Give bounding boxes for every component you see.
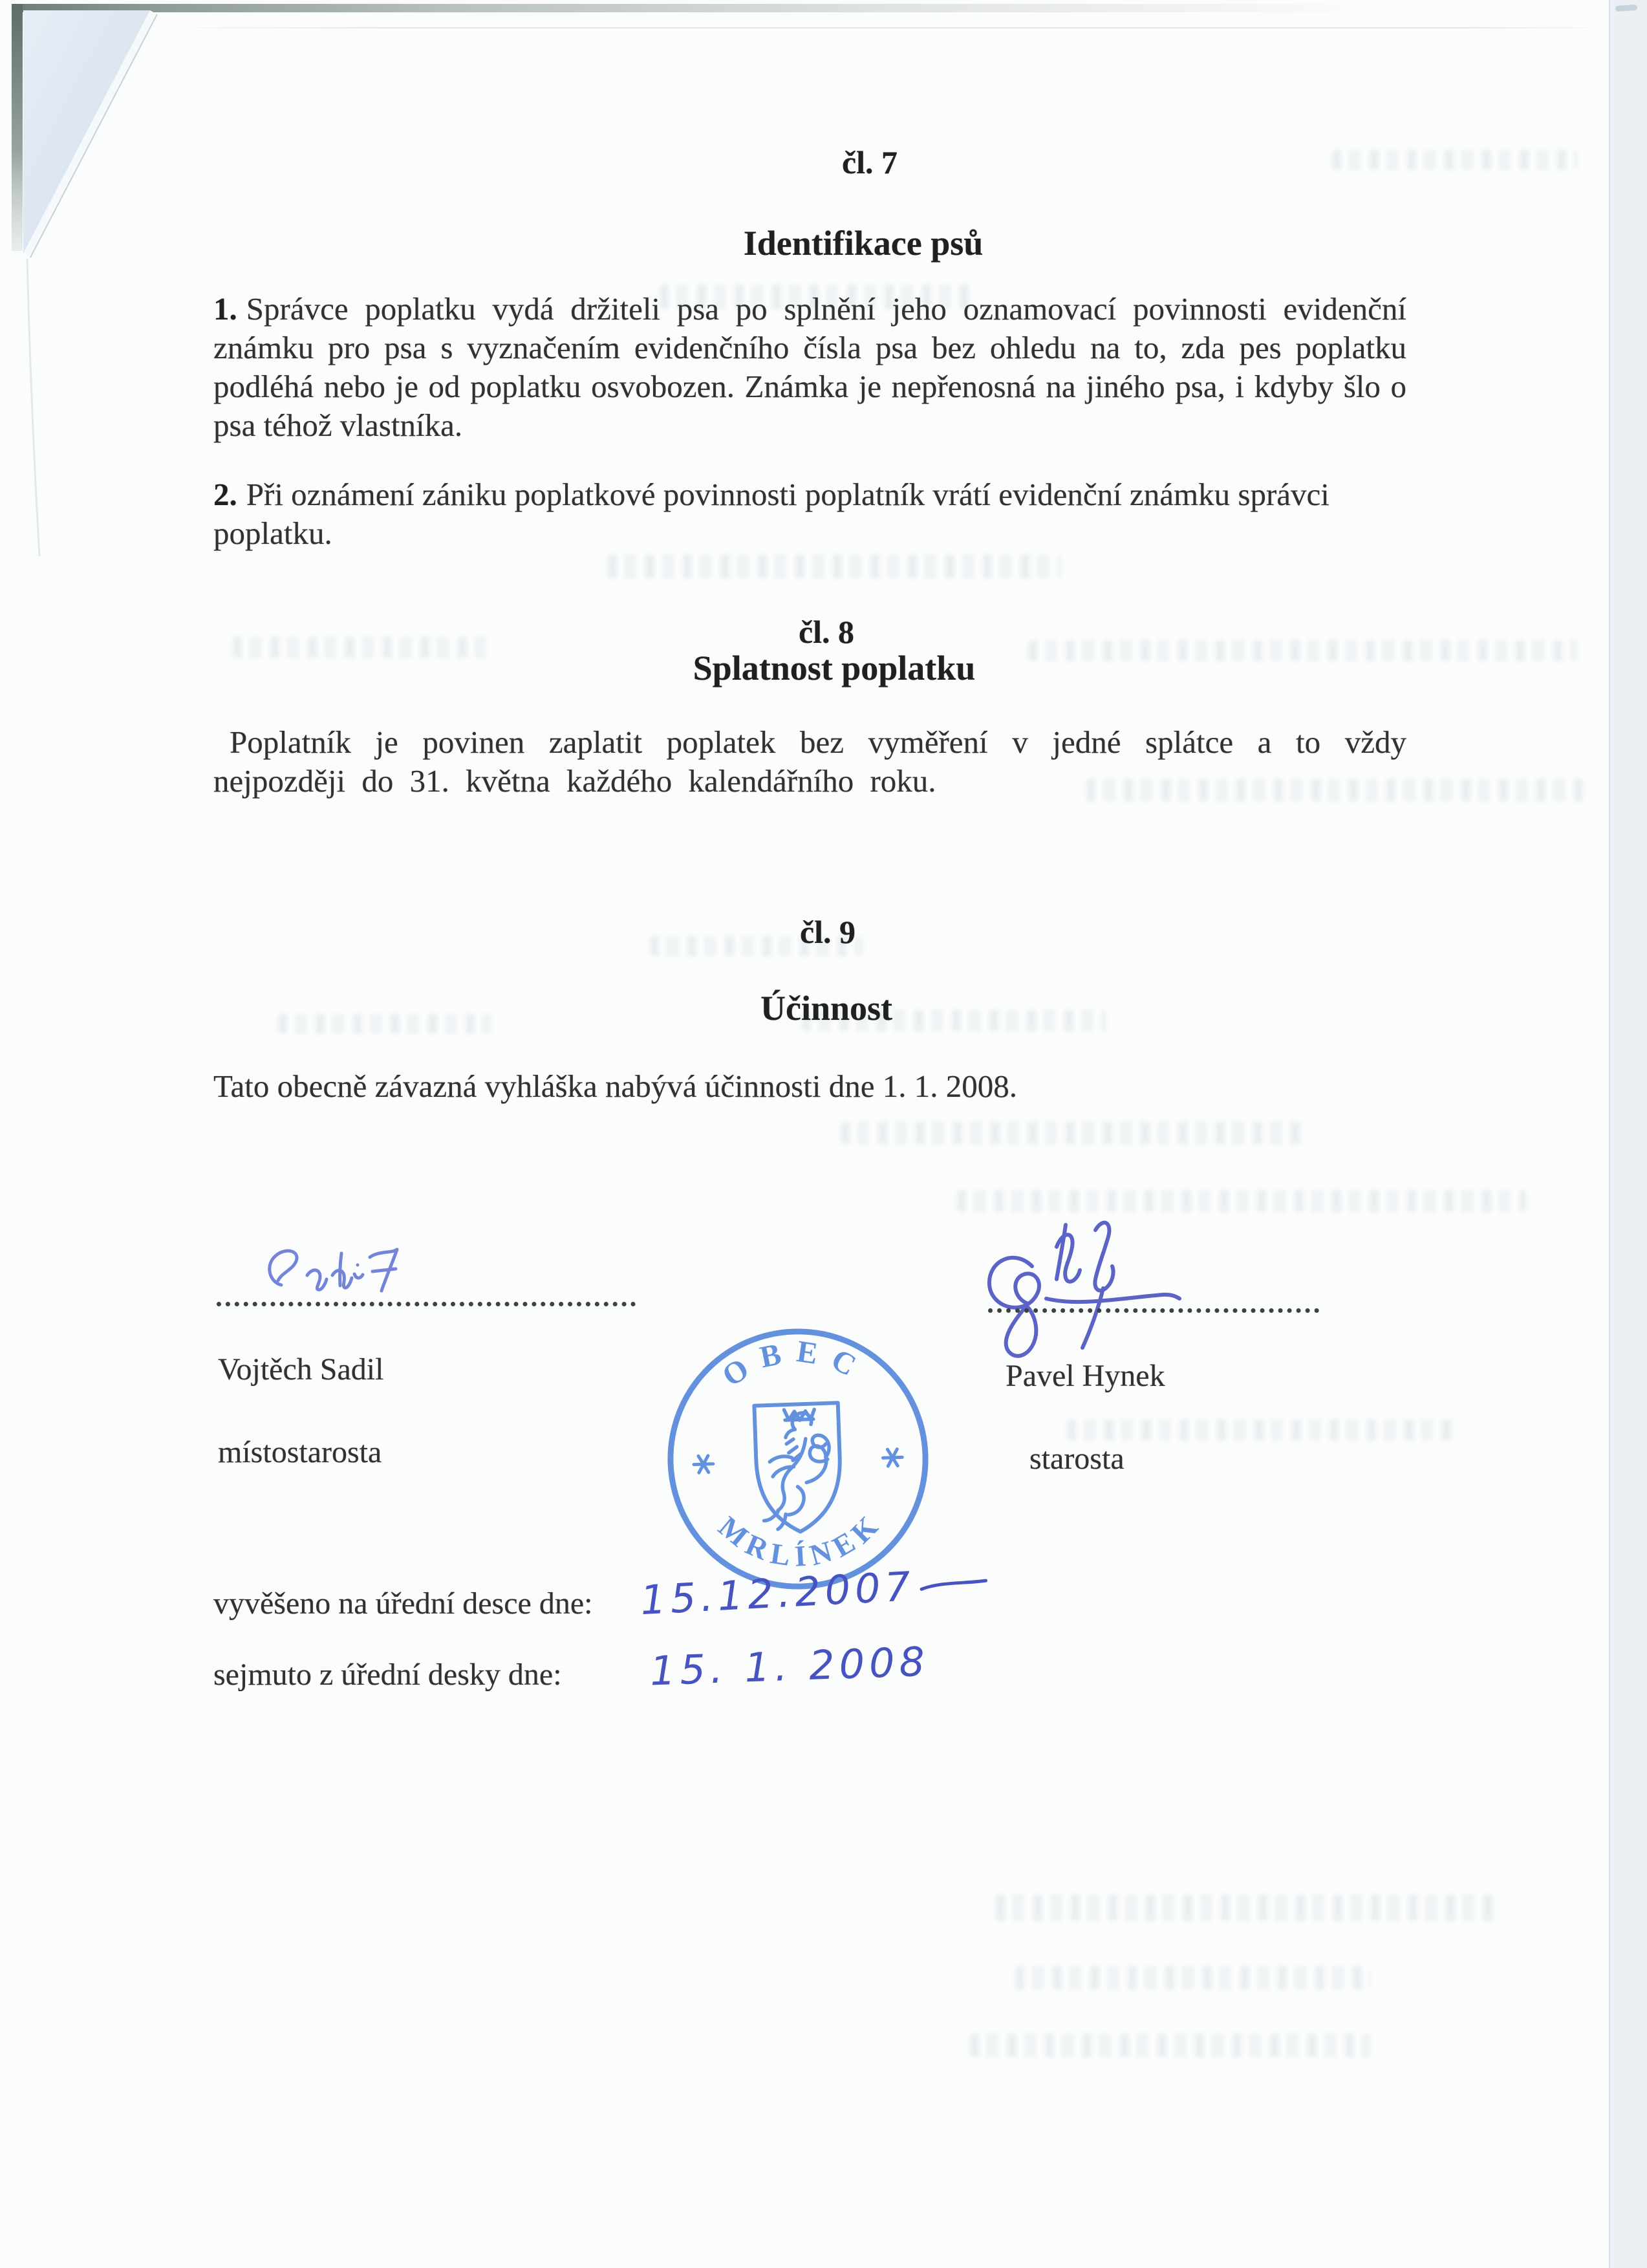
signatory-role-right: starosta [1029,1442,1125,1476]
signatory-name-right: Pavel Hynek [1006,1359,1165,1393]
article-7-paragraph-2 [213,475,1406,553]
stamp-text-obec: OBEC [716,1334,874,1394]
removed-date-label: sejmuto z úřední desky dne: [213,1658,562,1692]
stamp-star-left-icon [694,1456,714,1473]
paragraph-text: Správce poplatku vydá držiteli psa po splnění jeho oznamovací povinnosti evidenční známku pro psa s vyznačením evidenčního čísla psa bez ohledu na to, zda pes poplatku podléhá nebo je od poplatku osvobozen. Známka je nepřenosná na jiného psa, i kdyby šlo o psa téhož vlastníka. [213,291,1406,443]
pen-flourish [918,1572,990,1595]
posted-date-label: vyvěšeno na úřední desce dne: [213,1586,593,1621]
article-8-number: čl. 8 [798,614,855,650]
paragraph-number: 1. [213,291,237,327]
signature-dotted-line-left [217,1302,636,1306]
article-9-paragraph [213,1067,1406,1106]
paragraph-text: Při oznámení zániku poplatkové povinnosti poplatník vrátí evidenční známku správci poplatku. [213,477,1329,551]
bleedthrough-smudge [841,1122,1306,1144]
municipal-stamp [655,1316,942,1603]
article-8-title: Splatnost poplatku [693,649,976,687]
article-7-title: Identifikace psů [743,224,984,263]
bleedthrough-smudge [996,1895,1494,1921]
article-8-paragraph [213,723,1406,801]
article-7-number: čl. 7 [841,144,898,180]
posted-date-value: 15.12.2007 [639,1562,916,1625]
removed-date-value: 15. 1. 2008 [649,1637,931,1695]
scanner-edge-right [1609,0,1647,2268]
bleedthrough-smudge [1015,1966,1371,1989]
page-top-edge [162,27,1610,28]
page-fold-corner [0,0,207,647]
bleedthrough-smudge [1067,1420,1455,1440]
bleedthrough-smudge [608,555,1060,578]
stamp-lion-icon [760,1409,832,1530]
paragraph-number: 2. [213,477,237,512]
stamp-text-mrlinek: MRLÍNEK [712,1505,889,1573]
stamp-shield [754,1403,842,1533]
signature-dotted-line-right [988,1308,1319,1313]
removed-date-handwritten [649,1637,930,1694]
signature-vojtech-sadil-handwriting [252,1222,446,1310]
signatory-role-left: místostarosta [218,1435,382,1469]
paragraph-text: Tato obecně závazná vyhláška nabývá účinnosti dne 1. 1. 2008. [213,1068,1017,1104]
paragraph-text: Poplatník je povinen zaplatit poplatek bez vyměření v jedné splátce a to vždy nejpozději do 31. května každého kalendářního roku. [213,724,1406,799]
bleedthrough-smudge [970,2034,1371,2057]
article-9-number: čl. 9 [799,914,856,950]
article-9-title: Účinnost [760,989,893,1028]
signatory-name-left: Vojtěch Sadil [218,1352,384,1387]
scanner-edge-top [13,4,1604,12]
article-7-paragraph-1 [213,290,1406,445]
signature-pavel-hynek-handwriting [969,1202,1189,1363]
stamp-star-right-icon [883,1449,903,1466]
